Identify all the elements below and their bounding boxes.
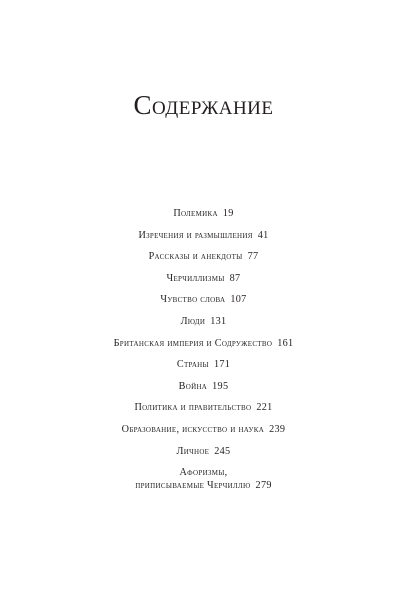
toc-entry-page: 239 [269,423,286,435]
toc-entry-label: Полемика [173,208,218,219]
toc-entry-label: Люди [180,315,206,327]
toc-entry-page: 107 [230,294,247,306]
toc-entry-page: 87 [229,272,241,284]
toc-entry-label: Чувство слова [160,294,226,306]
toc-entry-page: 161 [277,337,294,349]
toc-entry-page: 279 [255,480,272,492]
toc-entry [0,225,407,247]
toc-entry-label: Черчиллизмы [166,272,225,284]
toc-entry-page: 19 [222,208,234,219]
toc-entry [0,289,407,311]
toc-entry [0,397,407,419]
toc-entry-label-line2: приписываемые Черчиллю [135,480,251,492]
toc-entry-label: Британская империя и Содружество [113,337,273,349]
toc-entry-label: Страны [176,359,209,371]
toc-entry-label: Рассказы и анекдоты [148,251,243,263]
toc-entry [0,462,407,492]
toc-entry-label-line1: Афоризмы, [179,467,228,479]
toc-entry-page: 195 [212,380,229,392]
toc-entry-page: 221 [256,402,273,414]
toc-entry-page: 171 [213,359,231,371]
page-title: Содержание [133,90,274,120]
toc-entry [0,268,407,290]
toc-entry [0,354,407,376]
toc-entry-label: Изречения и размышления [138,229,253,241]
toc-entry [0,441,407,463]
toc-entry [0,311,407,333]
toc-entry [0,246,407,268]
toc-entry [0,203,407,225]
toc-entry [0,333,407,355]
toc-entry-page: 41 [257,229,269,241]
toc-entry-page: 245 [214,445,231,457]
toc-entry [0,419,407,441]
toc-entry-label: Личное [176,445,210,457]
toc-entry-label-line2-wrap [0,479,407,492]
toc-entry-label: Образование, искусство и наука [121,423,265,435]
table-of-contents [0,203,407,492]
toc-entry [0,376,407,398]
toc-entry-page: 77 [247,251,259,263]
toc-entry-label: Политика и правительство [134,402,252,414]
toc-entry-page: 131 [210,315,227,327]
toc-entry-label: Война [178,380,208,392]
